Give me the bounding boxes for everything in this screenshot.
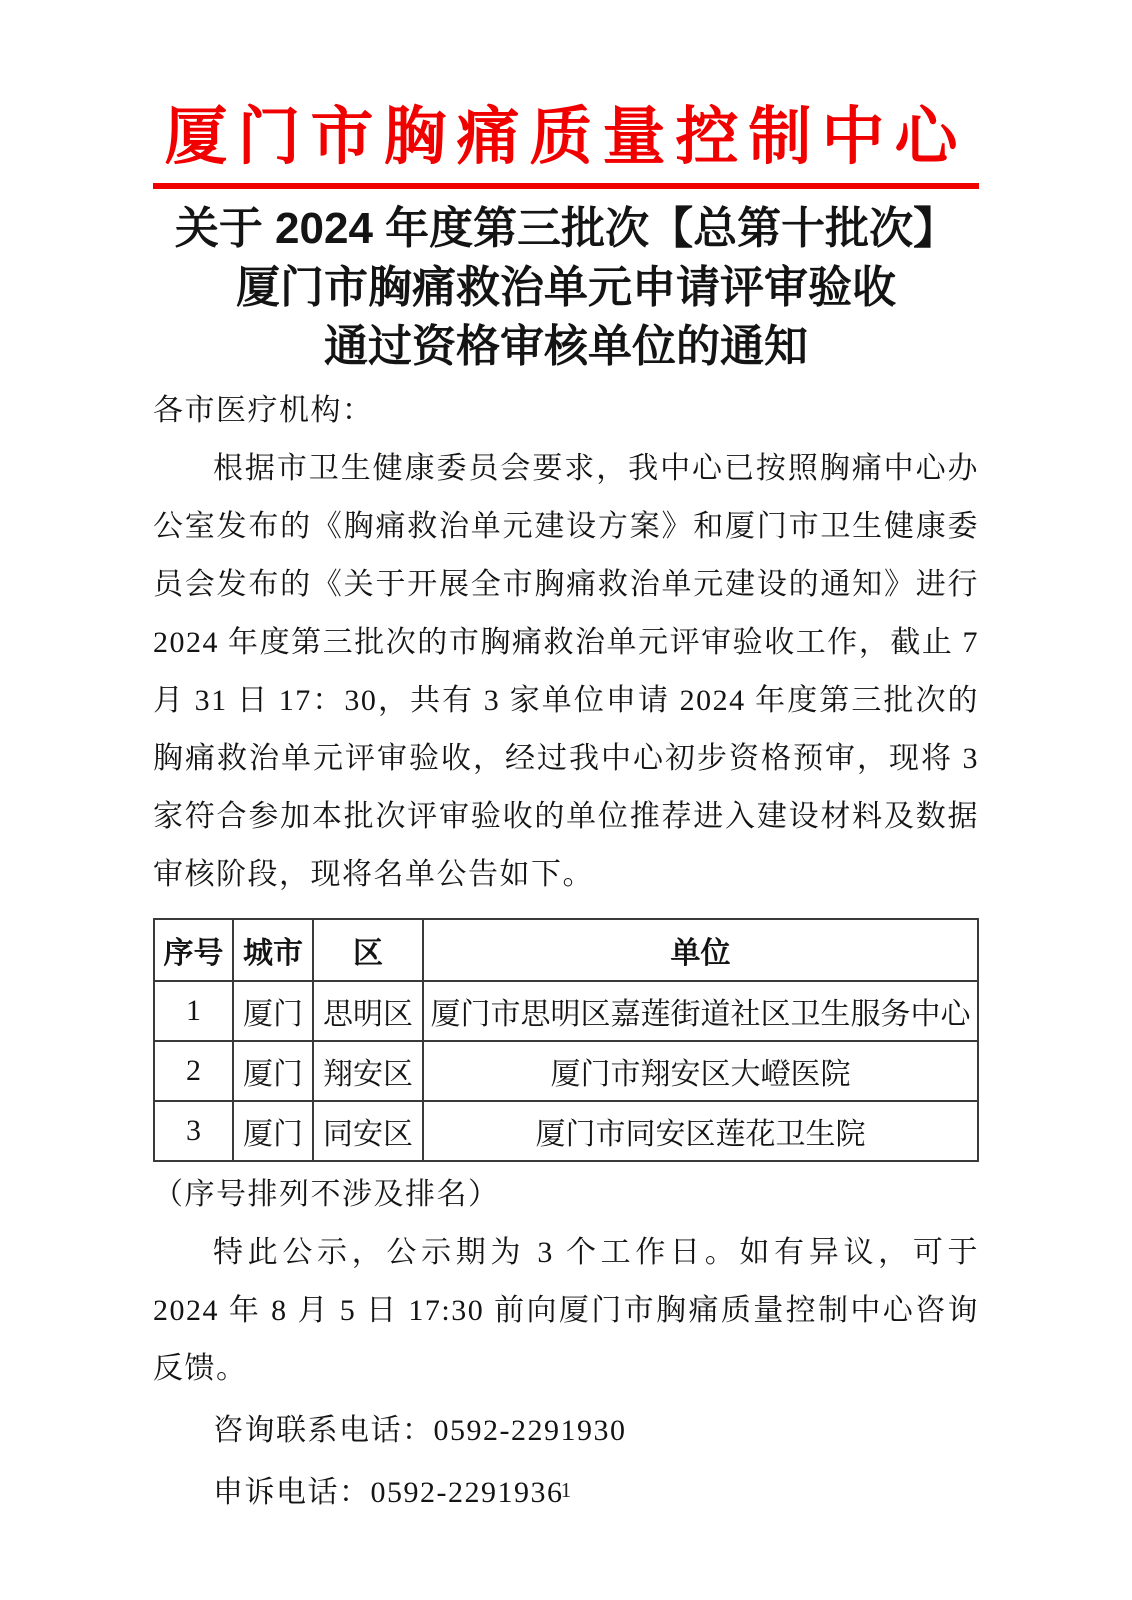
cell-unit: 厦门市思明区嘉莲街道社区卫生服务中心 (423, 981, 978, 1041)
document-title-line-3: 通过资格审核单位的通知 (324, 322, 808, 371)
table-row (154, 1101, 978, 1161)
letterhead-divider (153, 183, 979, 189)
column-header-city: 城市 (233, 919, 313, 981)
document-title-line-1: 关于 2024 年度第三批次【总第十批次】 (174, 204, 958, 253)
document-content (153, 0, 979, 1522)
cell-seq: 3 (154, 1101, 233, 1161)
cell-district: 思明区 (313, 981, 423, 1041)
column-header-district: 区 (313, 919, 423, 981)
body-text (153, 382, 979, 904)
cell-unit: 厦门市同安区莲花卫生院 (423, 1101, 978, 1161)
salutation: 各市医疗机构： (153, 394, 374, 427)
appeal-phone-line: 申诉电话：0592-2291936 (213, 1476, 564, 1509)
ranking-note: （序号排列不涉及排名） (153, 1178, 500, 1211)
units-table (153, 918, 979, 1162)
cell-seq: 1 (154, 981, 233, 1041)
column-header-seq: 序号 (154, 919, 233, 981)
cell-district: 翔安区 (313, 1041, 423, 1101)
cell-seq: 2 (154, 1041, 233, 1101)
table-row (154, 981, 978, 1041)
column-header-unit: 单位 (423, 919, 978, 981)
cell-city: 厦门 (233, 1101, 313, 1161)
document-title-line-2: 厦门市胸痛救治单元申请评审验收 (236, 263, 896, 312)
cell-district: 同安区 (313, 1101, 423, 1161)
body-paragraph-1: 根据市卫生健康委员会要求，我中心已按照胸痛中心办公室发布的《胸痛救治单元建设方案》和厦门市卫生健康委员会发布的《关于开展全市胸痛救治单元建设的通知》进行 2024 年度第三批次的市胸痛救治单元评审验收工作，截止 7 月 31 日 17：30，共有 3 家单位申请 2024 年度第三批次的胸痛救治单元评审验收，经过我中心初步资格预审，现将 3 家符合参加本批次评审验收的单位推荐进入建设材料及数据审核阶段，现将名单公告如下。 (153, 452, 979, 891)
cell-unit: 厦门市翔安区大嶝医院 (423, 1041, 978, 1101)
cell-city: 厦门 (233, 981, 313, 1041)
letterhead-title: 厦门市胸痛质量控制中心 (164, 102, 968, 172)
closing-text (153, 1224, 979, 1398)
document-title (153, 199, 979, 376)
cell-city: 厦门 (233, 1041, 313, 1101)
contact-phone-line: 咨询联系电话：0592-2291930 (213, 1414, 627, 1447)
page-number: 1 (560, 1478, 572, 1502)
table-header-row (154, 919, 978, 981)
body-paragraph-2: 特此公示，公示期为 3 个工作日。如有异议，可于 2024 年 8 月 5 日 17:30 前向厦门市胸痛质量控制中心咨询反馈。 (153, 1236, 979, 1385)
table-row (154, 1041, 978, 1101)
